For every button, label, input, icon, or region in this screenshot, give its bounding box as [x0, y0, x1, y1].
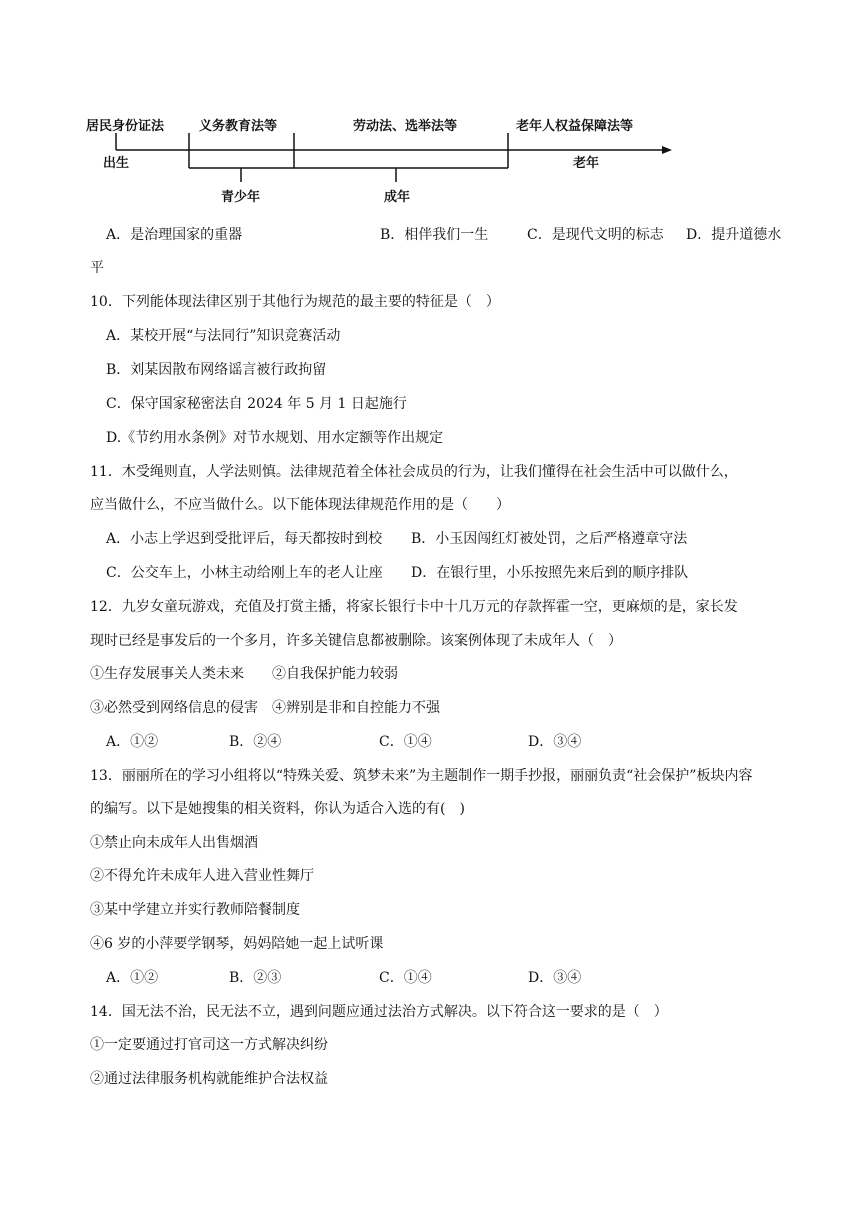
q11-option-d[interactable]: D．在银行里，小乐按照先来后到的顺序排队	[411, 565, 689, 581]
q13-stem-line2: 的编写。以下是她搜集的相关资料，你认为适合入选的有( )	[90, 801, 465, 817]
life-law-timeline-diagram	[0, 0, 860, 220]
q10-stem: 10．下列能体现法律区别于其他行为规范的最主要的特征是（ ）	[90, 294, 500, 310]
q13-item-2: ②不得允许未成年人进入营业性舞厅	[90, 868, 314, 884]
q10-option-a[interactable]: A．某校开展“与法同行”知识竞赛活动	[106, 328, 341, 344]
q12-items-line1: ①生存发展事关人类未来 ②自我保护能力较弱	[90, 666, 398, 682]
q11-stem-line1: 11．木受绳则直，人学法则慎。法律规范着全体社会成员的行为，让我们懂得在社会生活中可以做什么，	[90, 464, 738, 480]
q13-item-1: ①禁止向未成年人出售烟酒	[90, 835, 258, 851]
q13-item-3: ③某中学建立并实行教师陪餐制度	[90, 902, 300, 918]
q14-item-2: ②通过法律服务机构就能维护合法权益	[90, 1071, 328, 1087]
stage-label-birth: 出生	[103, 156, 130, 171]
q13-option-b[interactable]: B．②③	[229, 970, 282, 986]
q11-option-c[interactable]: C．公交车上，小林主动给刚上车的老人让座	[106, 565, 383, 581]
q12-option-b[interactable]: B．②④	[229, 734, 282, 750]
q12-option-c[interactable]: C．①④	[379, 734, 432, 750]
q9-option-c[interactable]: C．是现代文明的标志	[527, 227, 664, 243]
q9-option-d[interactable]: D．提升道德水	[686, 227, 782, 243]
law-label-elderly-rights: 老年人权益保障法等	[516, 119, 634, 134]
q13-option-d[interactable]: D．③④	[528, 970, 582, 986]
q9-option-d-wrap: 平	[90, 260, 104, 276]
q13-stem-line1: 13．丽丽所在的学习小组将以“特殊关爱、筑梦未来”为主题制作一期手抄报，丽丽负责“社会保护”板块内容	[90, 768, 753, 784]
q10-option-b[interactable]: B．刘某因散布网络谣言被行政拘留	[106, 362, 327, 378]
q13-option-a[interactable]: A．①②	[106, 970, 159, 986]
stage-label-youth: 青少年	[221, 190, 261, 205]
q14-item-1: ①一定要通过打官司这一方式解决纠纷	[90, 1037, 328, 1053]
law-label-compulsory-education: 义务教育法等	[199, 119, 278, 134]
q12-items-line2: ③必然受到网络信息的侵害 ④辨别是非和自控能力不强	[90, 700, 440, 716]
q10-option-d[interactable]: D.《节约用水条例》对节水规划、用水定额等作出规定	[106, 430, 444, 446]
stage-label-old: 老年	[573, 156, 600, 171]
q12-stem-line1: 12．九岁女童玩游戏，充值及打赏主播，将家长银行卡中十几万元的存款挥霍一空，更麻烦的是，家长发	[90, 599, 738, 615]
q14-stem: 14．国无法不治，民无法不立，遇到问题应通过法治方式解决。以下符合这一要求的是（ ）	[90, 1004, 668, 1020]
stage-label-adult: 成年	[384, 190, 411, 205]
q12-option-d[interactable]: D．③④	[528, 734, 582, 750]
q9-option-a[interactable]: A．是治理国家的重器	[106, 227, 243, 243]
q9-option-b[interactable]: B．相伴我们一生	[380, 227, 489, 243]
q11-option-a[interactable]: A．小志上学迟到受批评后，每天都按时到校	[106, 531, 383, 547]
q13-item-4: ④6 岁的小萍要学钢琴，妈妈陪她一起上试听课	[90, 936, 384, 952]
law-label-labor-election: 劳动法、选举法等	[353, 119, 458, 134]
q12-stem-line2: 现时已经是事发后的一个多月，许多关键信息都被删除。该案例体现了未成年人（ ）	[90, 633, 622, 649]
q13-option-c[interactable]: C．①④	[379, 970, 432, 986]
q11-stem-line2: 应当做什么，不应当做什么。以下能体现法律规范作用的是（ ）	[90, 497, 510, 513]
timeline-lines	[0, 0, 860, 220]
law-label-id-card: 居民身份证法	[86, 119, 165, 134]
q11-option-b[interactable]: B．小玉因闯红灯被处罚，之后严格遵章守法	[411, 531, 688, 547]
q10-option-c[interactable]: C．保守国家秘密法自 2024 年 5 月 1 日起施行	[106, 396, 407, 412]
q12-option-a[interactable]: A．①②	[106, 734, 159, 750]
